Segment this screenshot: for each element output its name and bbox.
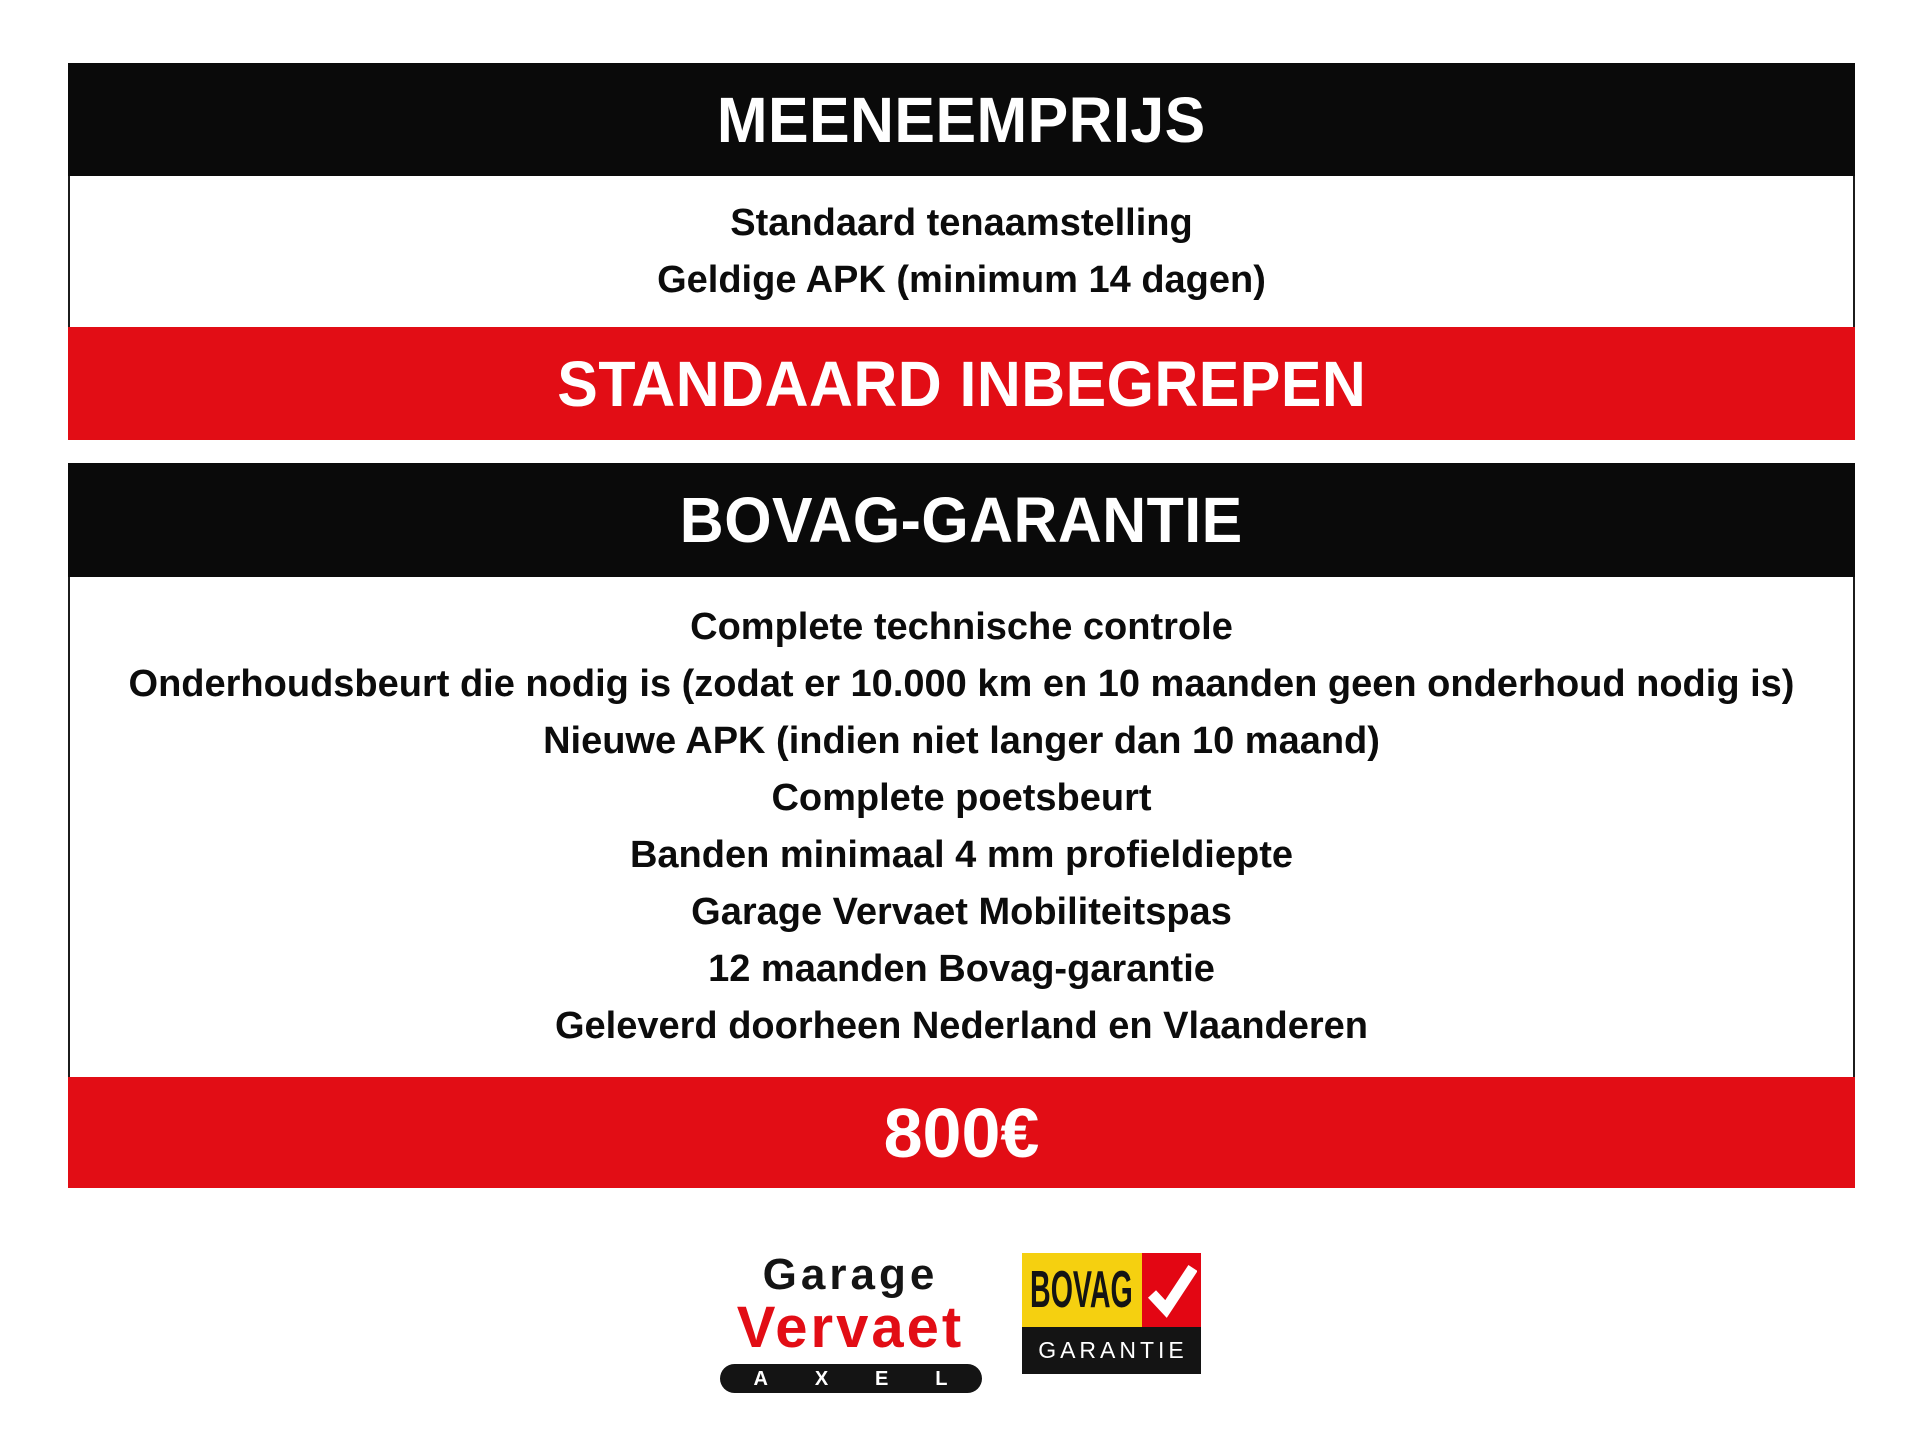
bovag-logo-red-cell (1142, 1253, 1201, 1327)
flyer-content (68, 63, 1855, 1188)
bovag-garantie-body (68, 577, 1855, 1077)
vervaet-logo-axel-pill (720, 1364, 982, 1393)
bovag-item: Complete poetsbeurt (771, 777, 1152, 819)
vervaet-logo-garage-text: Garage (762, 1250, 939, 1299)
meeneemprijs-header-bar (68, 63, 1855, 176)
standaard-inbegrepen-label: STANDAARD INBEGREPEN (557, 347, 1366, 420)
bovag-item: Garage Vervaet Mobiliteitspas (691, 891, 1232, 933)
standaard-inbegrepen-banner (68, 327, 1855, 440)
meeneemprijs-body (68, 176, 1855, 327)
vervaet-axel-letter: E (875, 1367, 889, 1390)
checkmark-icon (1145, 1258, 1197, 1322)
price-value: 800€ (883, 1093, 1040, 1172)
vervaet-logo-name-text: Vervaet (736, 1295, 965, 1360)
bovag-logo-garantie-text: GARANTIE (1038, 1337, 1188, 1363)
section-divider (68, 440, 1855, 463)
price-banner (68, 1077, 1855, 1188)
meeneemprijs-title: MEENEEMPRIJS (717, 83, 1206, 156)
bovag-garantie-logo (1022, 1253, 1201, 1374)
bovag-item: Complete technische controle (690, 606, 1233, 648)
bovag-garantie-title: BOVAG-GARANTIE (680, 484, 1243, 556)
bovag-item: Onderhoudsbeurt die nodig is (zodat er 10.000 km en 10 maanden geen onderhoud nodig is) (128, 663, 1795, 705)
meeneemprijs-item: Standaard tenaamstelling (730, 201, 1193, 244)
bovag-item: Banden minimaal 4 mm profieldiepte (629, 834, 1294, 876)
vervaet-axel-letter: A (753, 1367, 768, 1390)
bovag-logo-top (1022, 1253, 1201, 1327)
vervaet-axel-letter: X (814, 1367, 829, 1390)
bovag-garantie-header-bar (68, 463, 1855, 577)
garage-vervaet-logo (720, 1250, 982, 1393)
logo-row (0, 1250, 1920, 1393)
bovag-logo-bottom (1022, 1327, 1201, 1374)
vervaet-axel-letter: L (935, 1367, 948, 1390)
bovag-item: Nieuwe APK (indien niet langer dan 10 maand) (543, 720, 1380, 762)
bovag-logo-name: BOVAG (1030, 1261, 1133, 1319)
bovag-item: 12 maanden Bovag-garantie (708, 948, 1215, 990)
meeneemprijs-item: Geldige APK (minimum 14 dagen) (657, 258, 1266, 301)
bovag-item: Geleverd doorheen Nederland en Vlaanderen (554, 1005, 1369, 1047)
bovag-logo-yellow-cell (1022, 1253, 1142, 1327)
